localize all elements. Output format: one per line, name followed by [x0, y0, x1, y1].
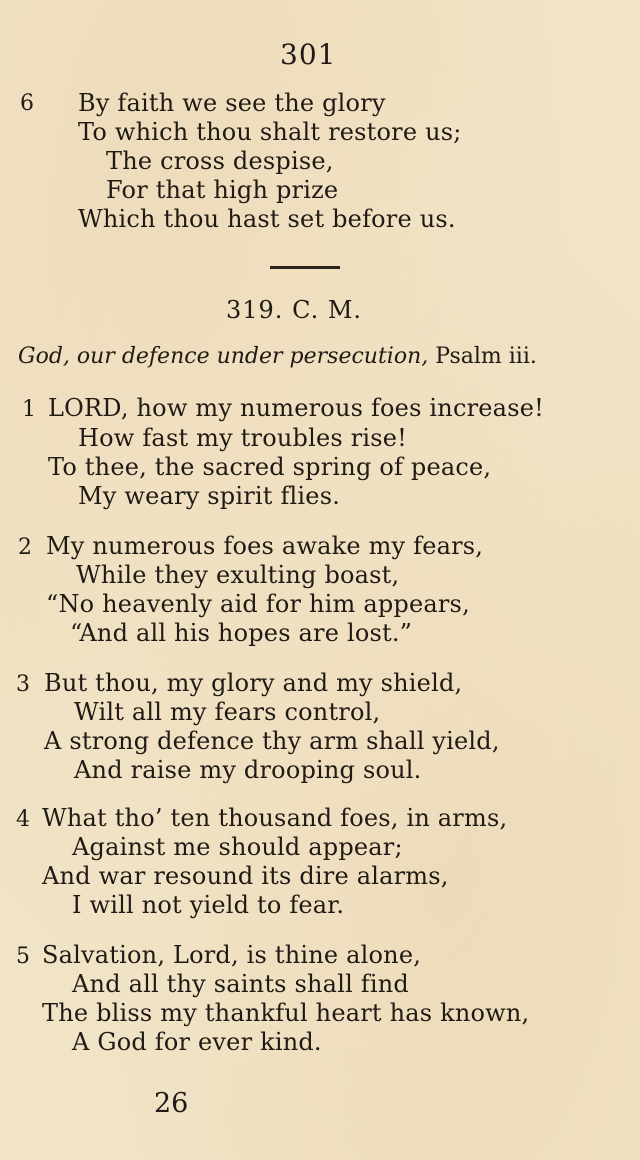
verse-line: A God for ever kind. [72, 1028, 322, 1056]
verse-line: Which thou hast set before us. [78, 205, 456, 233]
verse-line: My weary spirit flies. [78, 482, 341, 510]
verse-line: For that high prize [106, 176, 339, 204]
verse-number: 1 [22, 397, 36, 422]
verse-line: And all thy saints shall find [72, 970, 409, 998]
hymn-subtitle [18, 344, 537, 369]
verse-line: And raise my drooping soul. [74, 756, 422, 784]
verse-line: I will not yield to fear. [72, 891, 345, 919]
hymn-subtitle-text: God, our defence under persecution, [18, 344, 429, 369]
verse-line: Salvation, Lord, is thine alone, [42, 941, 422, 969]
verse-line: What tho’ ten thousand foes, in arms, [42, 804, 508, 832]
verse-line: How fast my troubles rise! [78, 424, 408, 452]
verse-line: Against me should appear; [72, 833, 403, 861]
verse-line: The cross despise, [106, 147, 334, 175]
verse-line: But thou, my glory and my shield, [44, 669, 463, 697]
verse-number: 4 [16, 807, 30, 832]
verse-line: While they exulting boast, [76, 561, 400, 589]
verse-line: My numerous foes awake my fears, [46, 532, 484, 560]
signature-mark: 26 [154, 1088, 189, 1119]
verse-line: The bliss my thankful heart has known, [42, 999, 530, 1027]
verse-line: By faith we see the glory [78, 89, 386, 117]
verse-line: Wilt all my fears control, [74, 698, 381, 726]
verse-line: To which thou shalt restore us; [78, 118, 462, 146]
verse-line: And war resound its dire alarms, [42, 862, 449, 890]
verse-line: LORD, how my numerous foes increase! [48, 394, 544, 422]
section-divider [270, 266, 340, 269]
verse-line: “And all his hopes are lost.” [70, 619, 413, 647]
verse-number: 6 [20, 91, 34, 116]
verse-number: 5 [16, 944, 30, 969]
verse-line: A strong defence thy arm shall yield, [44, 727, 500, 755]
verse-number: 2 [18, 535, 32, 560]
verse-number: 3 [16, 672, 30, 697]
verse-line: To thee, the sacred spring of peace, [48, 453, 492, 481]
hymn-reference: Psalm iii. [435, 344, 537, 369]
page-number: 301 [280, 38, 337, 71]
verse-line: “No heavenly aid for him appears, [46, 590, 470, 618]
hymn-header: 319. C. M. [226, 296, 363, 324]
